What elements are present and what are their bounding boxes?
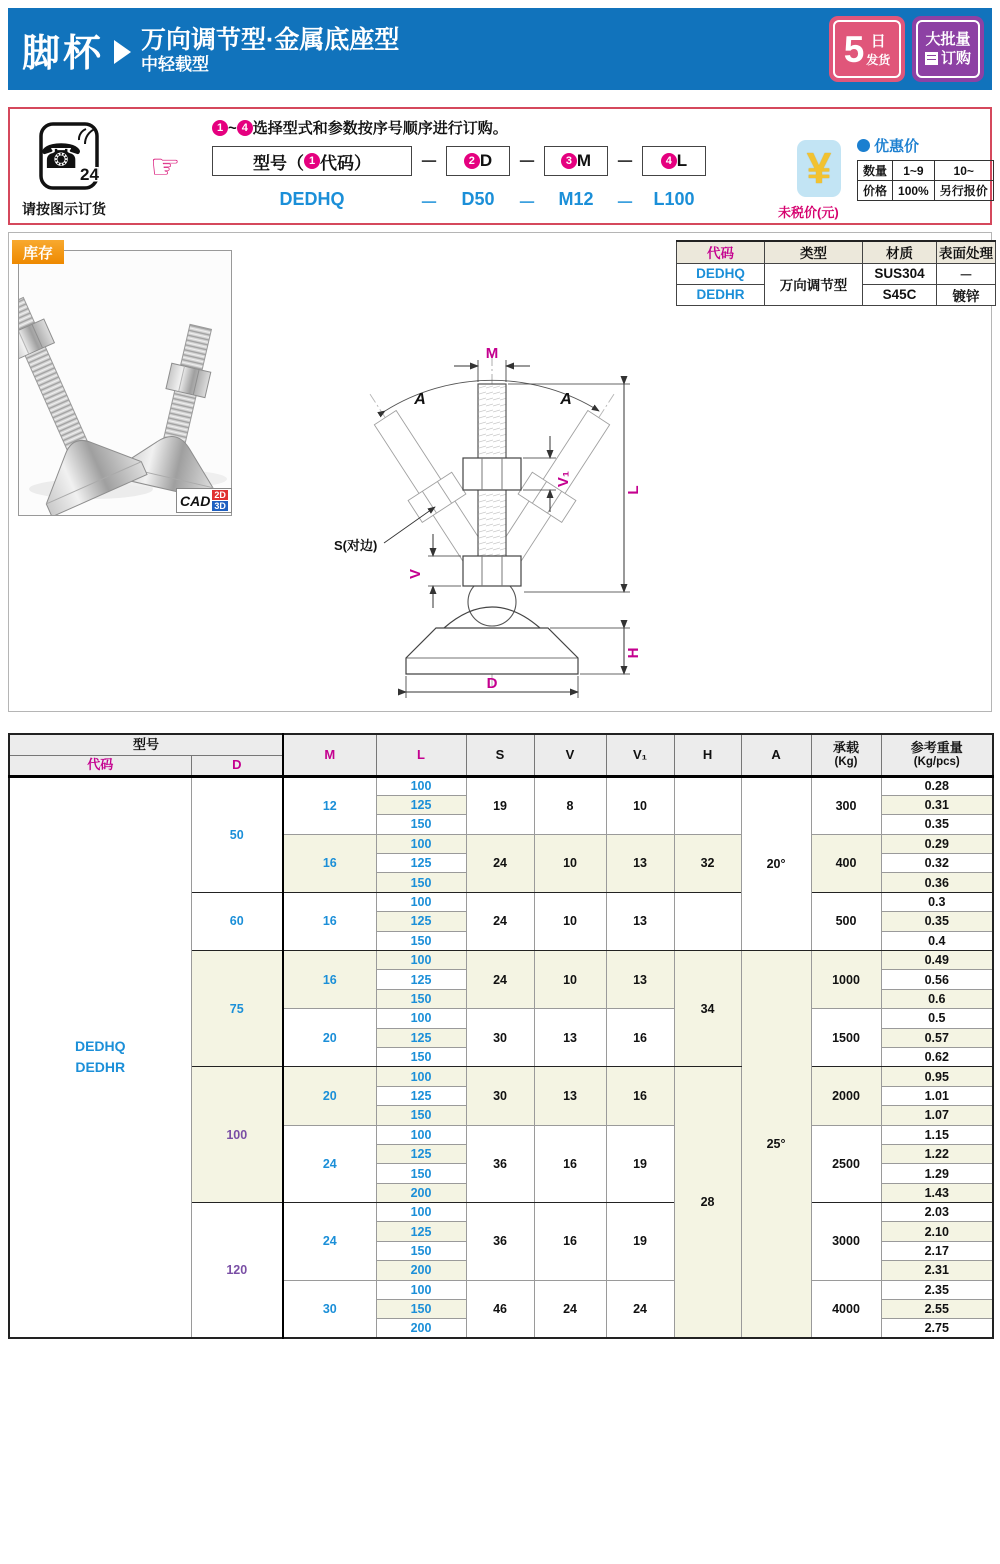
cell-D: 60 (191, 892, 283, 950)
ordering-note (212, 117, 508, 138)
cell-V1: 16 (606, 1067, 674, 1125)
cell-load: 400 (811, 834, 881, 892)
price-pct: 100% (893, 181, 935, 201)
cell-load: 500 (811, 892, 881, 950)
cell-V: 13 (534, 1067, 606, 1125)
model-box-code-pre: 型号（ (253, 153, 304, 173)
cell-load: 1000 (811, 951, 881, 1009)
cell-weight: 1.01 (881, 1086, 993, 1105)
cell-V1: 10 (606, 776, 674, 834)
spec-surface-none: － (937, 263, 996, 284)
stock-badge: 库存 (12, 240, 64, 264)
cell-D: 50 (191, 776, 283, 892)
dim-l: L (625, 485, 642, 495)
phone-24h-icon (38, 121, 104, 197)
header-model: 型号 (9, 734, 283, 755)
cell-weight: 1.22 (881, 1144, 993, 1163)
discount-price-table (857, 160, 994, 201)
material-spec-table (676, 240, 996, 306)
price-label: 价格 (858, 181, 893, 201)
cell-weight: 0.62 (881, 1047, 993, 1066)
cell-V: 10 (534, 951, 606, 1009)
cell-L: 100 (376, 776, 466, 795)
cell-V1: 13 (606, 892, 674, 950)
cell-weight: 0.36 (881, 873, 993, 892)
page-title (141, 26, 399, 74)
blue-dot-icon (857, 139, 870, 152)
note-text: 选择型式和参数按序号顺序进行订购。 (252, 120, 508, 137)
cell-H (674, 776, 741, 834)
cell-weight: 2.17 (881, 1241, 993, 1260)
header-a: A (741, 734, 811, 776)
cell-V1: 13 (606, 951, 674, 1009)
cell-S: 24 (466, 951, 534, 1009)
cell-load: 2000 (811, 1067, 881, 1125)
cell-L: 150 (376, 1300, 466, 1319)
cell-L: 125 (376, 854, 466, 873)
cell-H: 32 (674, 834, 741, 892)
cell-weight: 0.95 (881, 1067, 993, 1086)
order-form-icon (925, 52, 938, 65)
circled-4-icon: 4 (661, 153, 677, 169)
cell-L: 150 (376, 1164, 466, 1183)
cell-M: 24 (283, 1203, 376, 1281)
dim-v: V (407, 568, 424, 580)
cell-D: 75 (191, 951, 283, 1067)
cell-V1: 19 (606, 1125, 674, 1203)
cell-M: 12 (283, 776, 376, 834)
cell-V1: 13 (606, 834, 674, 892)
cell-weight: 0.35 (881, 815, 993, 834)
dash-separator: － (518, 193, 536, 213)
cad-2d-label: 2D (214, 490, 226, 500)
header-s: S (466, 734, 534, 776)
cell-M: 16 (283, 951, 376, 1009)
spec-code-dedhr[interactable]: DEDHR (677, 284, 765, 305)
cad-3d-label: 3D (214, 501, 226, 511)
cell-H: 28 (674, 1067, 741, 1338)
dimension-data-table (8, 733, 994, 1339)
cell-weight: 2.35 (881, 1280, 993, 1299)
model-box-m (544, 146, 608, 176)
cell-V: 24 (534, 1280, 606, 1338)
cell-weight: 1.43 (881, 1183, 993, 1202)
header-d: D (191, 755, 283, 776)
cell-weight: 1.15 (881, 1125, 993, 1144)
cell-weight: 2.03 (881, 1203, 993, 1222)
cell-weight: 2.75 (881, 1319, 993, 1338)
badge-bulk-order (912, 16, 984, 82)
header-weight: 参考重量 (Kg/pcs) (881, 734, 993, 776)
cell-L: 100 (376, 951, 466, 970)
example-m: M12 (558, 189, 594, 209)
cell-weight: 0.32 (881, 854, 993, 873)
spec-code-dedhq[interactable]: DEDHQ (677, 263, 765, 284)
dimension-drawing (332, 330, 682, 712)
arrow-right-icon (114, 40, 131, 64)
spec-material-s45c: S45C (863, 284, 937, 305)
cell-D: 100 (191, 1067, 283, 1203)
cell-L: 150 (376, 815, 466, 834)
spec-material-sus304: SUS304 (863, 263, 937, 284)
cell-L: 100 (376, 1067, 466, 1086)
pointing-hand-icon: ☞ (150, 148, 181, 186)
dim-m: M (485, 345, 499, 362)
dim-a-left: A (414, 391, 426, 408)
cell-M: 24 (283, 1125, 376, 1203)
header-l: L (376, 734, 466, 776)
svg-text:☎: ☎ (39, 138, 83, 176)
circled-4-icon: 4 (237, 120, 253, 136)
cell-V: 13 (534, 1009, 606, 1067)
cell-weight: 0.57 (881, 1028, 993, 1047)
cell-V1: 16 (606, 1009, 674, 1067)
page-title-main: 万向调节型·金属底座型 (141, 25, 400, 54)
dash-separator: － (420, 152, 438, 172)
badge-5day-ship: 发货 (866, 53, 891, 67)
cell-V: 10 (534, 892, 606, 950)
dash-separator: － (616, 152, 634, 172)
cell-weight: 2.31 (881, 1261, 993, 1280)
model-box-l-letter: L (676, 151, 688, 170)
model-box-d (446, 146, 510, 176)
cell-L: 100 (376, 1125, 466, 1144)
dash-separator: － (420, 193, 438, 213)
spec-header-surface: 表面处理 (937, 241, 996, 263)
cell-weight: 0.5 (881, 1009, 993, 1028)
cell-M: 16 (283, 892, 376, 950)
qty-range-2: 10~ (934, 161, 993, 181)
cell-load: 2500 (811, 1125, 881, 1203)
cell-L: 125 (376, 970, 466, 989)
badge-5day-number: 5 (843, 28, 865, 70)
cell-H (674, 892, 741, 950)
cell-L: 150 (376, 873, 466, 892)
cell-A: 25° (741, 951, 811, 1339)
cell-S: 46 (466, 1280, 534, 1338)
header-load: 承载 (Kg) (811, 734, 881, 776)
cell-load: 300 (811, 776, 881, 834)
page-header (8, 8, 992, 90)
cell-load: 4000 (811, 1280, 881, 1338)
cell-L: 200 (376, 1183, 466, 1202)
cell-S: 24 (466, 834, 534, 892)
cell-weight: 0.3 (881, 892, 993, 911)
cell-load: 1500 (811, 1009, 881, 1067)
cell-M: 20 (283, 1067, 376, 1125)
page-title-sub: 中轻载型 (141, 54, 210, 74)
cell-load: 3000 (811, 1203, 881, 1281)
discount-price-title: 优惠价 (874, 138, 920, 155)
cell-weight: 0.35 (881, 912, 993, 931)
ordering-section (8, 107, 992, 225)
spec-surface-zinc: 镀锌 (937, 284, 996, 305)
cell-weight: 2.10 (881, 1222, 993, 1241)
cell-S: 36 (466, 1125, 534, 1203)
model-box-code (212, 146, 412, 176)
header-v: V (534, 734, 606, 776)
cell-V: 16 (534, 1203, 606, 1281)
example-d: D50 (461, 189, 495, 209)
yen-price-icon: ¥ (797, 140, 841, 197)
spec-header-type: 类型 (765, 241, 863, 263)
cell-V1: 19 (606, 1203, 674, 1281)
cell-code[interactable]: DEDHQ DEDHR (9, 776, 191, 1338)
example-l: L100 (653, 189, 695, 209)
cell-A: 20° (741, 776, 811, 951)
model-box-d-letter: D (479, 151, 493, 170)
cell-weight: 0.29 (881, 834, 993, 853)
cell-V: 10 (534, 834, 606, 892)
header-v1: V₁ (606, 734, 674, 776)
cell-weight: 0.28 (881, 776, 993, 795)
header-badges (829, 16, 984, 82)
cell-S: 24 (466, 892, 534, 950)
cell-L: 125 (376, 795, 466, 814)
model-box-l (642, 146, 706, 176)
spec-header-material: 材质 (863, 241, 937, 263)
circled-3-icon: 3 (561, 153, 577, 169)
dash-separator: － (518, 152, 536, 172)
discount-price-block (857, 135, 994, 201)
cell-D: 120 (191, 1203, 283, 1339)
product-photo (18, 250, 232, 516)
cell-L: 100 (376, 1280, 466, 1299)
badge-bulk-line2: 订购 (940, 50, 971, 67)
untaxed-price-label: 未税价(元) (778, 205, 839, 220)
cell-V: 8 (534, 776, 606, 834)
dim-a-right: A (560, 391, 572, 408)
cell-V1: 24 (606, 1280, 674, 1338)
dim-d: D (486, 675, 498, 692)
cell-L: 150 (376, 1241, 466, 1260)
dim-s: S(对边) (334, 538, 378, 553)
cell-L: 100 (376, 1203, 466, 1222)
cell-V: 16 (534, 1125, 606, 1203)
spec-type: 万向调节型 (765, 263, 863, 305)
cell-weight: 2.55 (881, 1300, 993, 1319)
cell-L: 200 (376, 1261, 466, 1280)
cell-L: 125 (376, 1222, 466, 1241)
cell-L: 125 (376, 912, 466, 931)
price-quote: 另行报价 (934, 181, 993, 201)
cell-weight: 0.49 (881, 951, 993, 970)
cell-M: 30 (283, 1280, 376, 1338)
qty-label: 数量 (858, 161, 893, 181)
cell-L: 150 (376, 1106, 466, 1125)
header-code: 代码 (9, 755, 191, 776)
cell-weight: 1.29 (881, 1164, 993, 1183)
cad-label: CAD (180, 492, 211, 509)
badge-5day-day: 日 (870, 33, 886, 50)
cell-M: 20 (283, 1009, 376, 1067)
cad-download-badge[interactable] (176, 488, 232, 513)
cell-L: 100 (376, 834, 466, 853)
cell-L: 150 (376, 1047, 466, 1066)
model-number-builder (212, 145, 706, 177)
header-m: M (283, 734, 376, 776)
header-h: H (674, 734, 741, 776)
circled-1-icon: 1 (212, 120, 228, 136)
model-box-m-letter: M (576, 151, 592, 170)
cell-S: 30 (466, 1009, 534, 1067)
cell-M: 16 (283, 834, 376, 892)
qty-range-1: 1~9 (893, 161, 935, 181)
cell-H: 34 (674, 951, 741, 1067)
cell-S: 30 (466, 1067, 534, 1125)
cell-weight: 1.07 (881, 1106, 993, 1125)
cell-L: 125 (376, 1144, 466, 1163)
example-model-number (212, 189, 706, 215)
example-code: DEDHQ (279, 189, 345, 209)
cell-L: 150 (376, 931, 466, 950)
cell-S: 36 (466, 1203, 534, 1281)
note-tilde: ~ (228, 120, 237, 137)
badge-5day-shipping (829, 16, 905, 82)
cell-weight: 0.31 (881, 795, 993, 814)
phone-order-label: 请按图示订货 (22, 201, 106, 217)
dim-v1: V₁ (555, 470, 572, 488)
cell-L: 150 (376, 989, 466, 1008)
cell-L: 100 (376, 892, 466, 911)
cell-weight: 0.6 (881, 989, 993, 1008)
badge-bulk-line1: 大批量 (925, 30, 971, 48)
cell-L: 200 (376, 1319, 466, 1338)
cell-L: 125 (376, 1086, 466, 1105)
category-title: 脚杯 (22, 32, 105, 75)
svg-text:24: 24 (80, 165, 99, 184)
cell-L: 100 (376, 1009, 466, 1028)
model-box-code-post: 代码） (320, 153, 371, 173)
cell-weight: 0.4 (881, 931, 993, 950)
spec-header-code: 代码 (677, 241, 765, 263)
cell-weight: 0.56 (881, 970, 993, 989)
cell-L: 125 (376, 1028, 466, 1047)
dim-h: H (625, 647, 642, 659)
circled-2-icon: 2 (464, 153, 480, 169)
dash-separator: － (616, 193, 634, 213)
cell-S: 19 (466, 776, 534, 834)
circled-1-icon: 1 (304, 153, 320, 169)
